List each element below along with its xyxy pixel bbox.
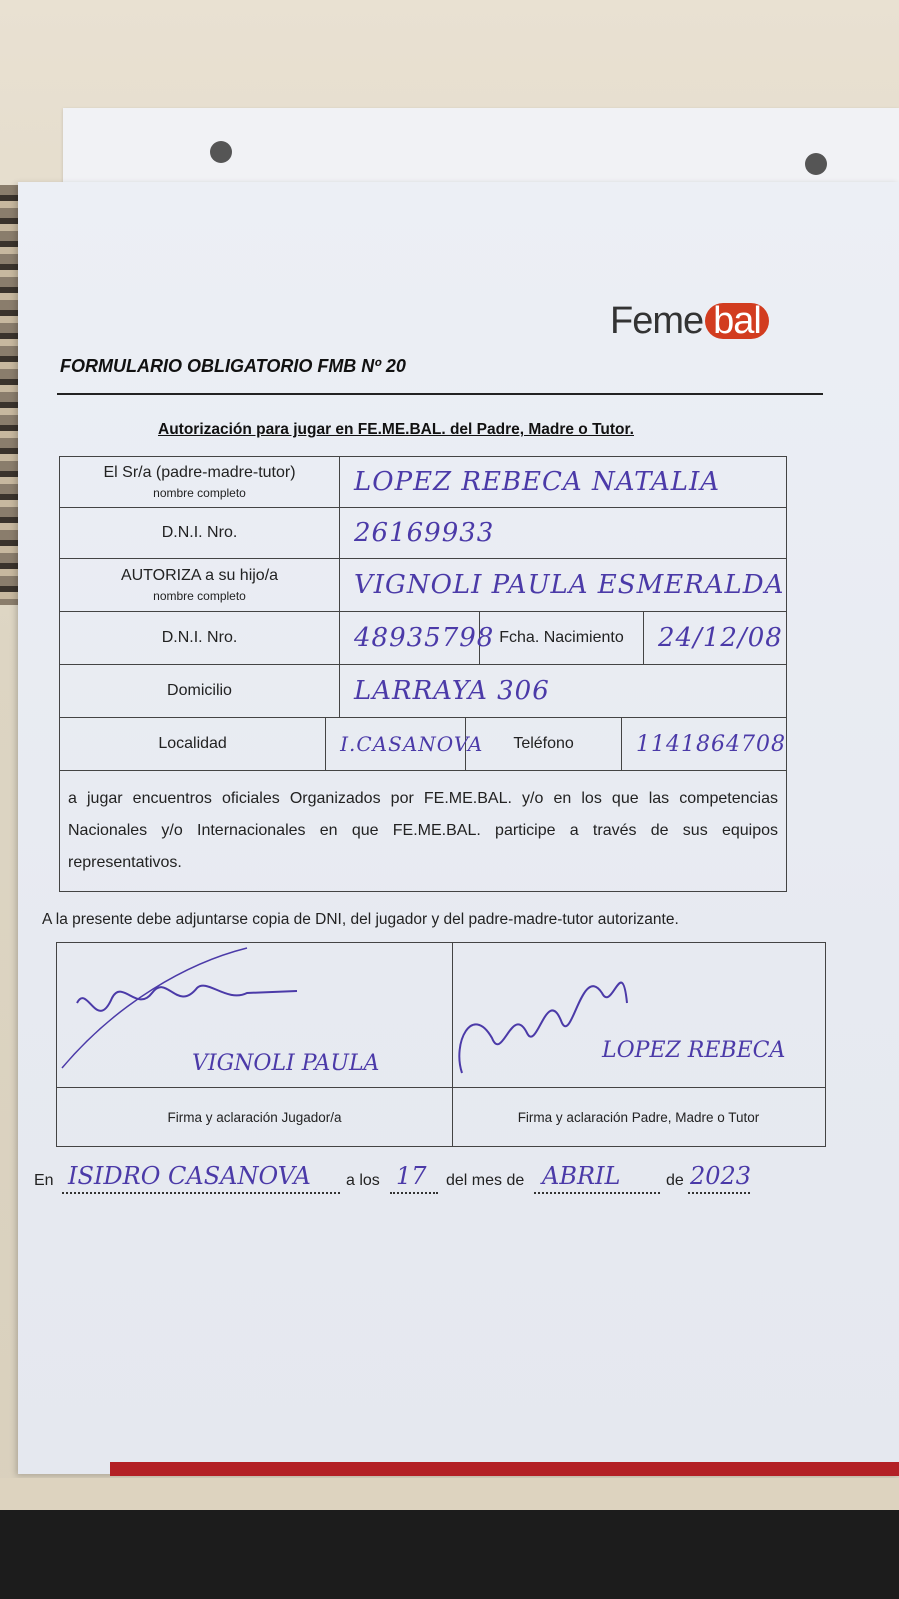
- table-surface: [0, 1478, 899, 1512]
- city-label: Localidad: [60, 718, 326, 770]
- mes-label: del mes de: [446, 1172, 525, 1189]
- row-child: [60, 559, 786, 612]
- form-subtitle: Autorización para jugar en FE.ME.BAL. del Padre, Madre o Tutor.: [158, 421, 634, 438]
- punch-hole: [210, 141, 232, 163]
- birth-date-field[interactable]: 24/12/08: [658, 623, 783, 653]
- en-label: En: [34, 1172, 54, 1189]
- a-los-label: a los: [346, 1172, 380, 1189]
- punch-hole: [805, 153, 827, 175]
- city-field[interactable]: I.CASANOVA: [326, 718, 466, 770]
- row-paragraph: [60, 771, 786, 891]
- authorization-text: a jugar encuentros oficiales Organizados por FE.ME.BAL. y/o en los que las competencias Nacionales y/o Internacionales en que FE.ME.BAL. participe a través de sus equipos representativos.: [68, 790, 778, 871]
- player-signature-caption: Firma y aclaración Jugador/a: [57, 1087, 452, 1146]
- parent-printed-name: LOPEZ REBECA: [602, 1038, 786, 1063]
- red-strip: [110, 1462, 899, 1476]
- day-field[interactable]: 17: [396, 1162, 427, 1190]
- parent-dni-field[interactable]: 26169933: [354, 518, 495, 548]
- child-dni-field[interactable]: 48935798: [340, 612, 480, 664]
- month-field[interactable]: ABRIL: [542, 1162, 621, 1190]
- parent-name-field[interactable]: LOPEZ REBECA NATALIA: [354, 467, 721, 497]
- child-label: AUTORIZA a su hijo/a nombre completo: [60, 559, 340, 611]
- address-field[interactable]: LARRAYA 306: [354, 676, 550, 706]
- phone-field[interactable]: 1141864708: [636, 731, 786, 757]
- authorization-form: [59, 456, 787, 892]
- row-parent-dni: [60, 508, 786, 559]
- phone-label: Teléfono: [466, 718, 622, 770]
- place-field[interactable]: ISIDRO CASANOVA: [68, 1162, 311, 1190]
- parent-signature-caption: Firma y aclaración Padre, Madre o Tutor: [452, 1087, 825, 1146]
- address-label: Domicilio: [60, 665, 340, 717]
- parent-dni-label: D.N.I. Nro.: [60, 508, 340, 558]
- binder-edge: [0, 185, 18, 605]
- row-address: [60, 665, 786, 718]
- player-signature-cell[interactable]: [57, 943, 453, 1146]
- de-label: de: [666, 1172, 684, 1189]
- row-city: [60, 718, 786, 771]
- parent-signature-scribble: [452, 943, 825, 1090]
- player-printed-name: VIGNOLI PAULA: [192, 1051, 380, 1076]
- parent-label: El Sr/a (padre-madre-tutor) nombre completo: [60, 457, 340, 507]
- child-dni-label: D.N.I. Nro.: [60, 612, 340, 664]
- form-title: FORMULARIO OBLIGATORIO FMB Nº 20: [60, 356, 406, 376]
- row-parent: [60, 457, 786, 508]
- title-rule: [57, 393, 823, 395]
- table-edge: [0, 1510, 899, 1599]
- row-child-dni: [60, 612, 786, 665]
- birth-label: Fcha. Nacimiento: [480, 612, 644, 664]
- femebal-logo: Feme bal: [610, 300, 769, 343]
- signature-block: [56, 942, 826, 1147]
- attachment-note: A la presente debe adjuntarse copia de DNI, del jugador y del padre-madre-tutor autorizante.: [42, 911, 679, 928]
- year-field[interactable]: 2023: [690, 1162, 752, 1190]
- child-name-field[interactable]: VIGNOLI PAULA ESMERALDA: [354, 570, 785, 600]
- parent-signature-cell[interactable]: [452, 943, 825, 1146]
